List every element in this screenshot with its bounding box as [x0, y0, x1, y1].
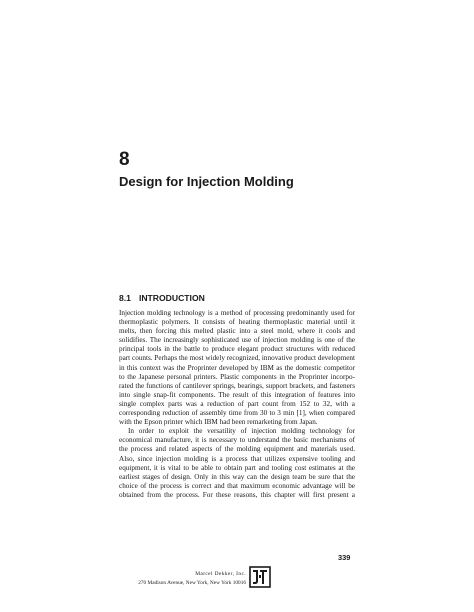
paragraph-2 [119, 427, 355, 500]
paragraph-1 [119, 309, 355, 427]
section-number: 8.1 [119, 293, 131, 303]
text-line: earliest stages of design. Only in this way can the design team be sure that the [119, 472, 355, 481]
text-line: part counts. Perhaps the most widely recognized, innovative product development [119, 354, 355, 363]
text-line: obtained from the process. For these reasons, this chapter will first present a [119, 490, 355, 499]
text-line: single complex parts was a reduction of part count from 152 to 32, with a [119, 399, 355, 408]
text-line: In order to exploit the versatility of injection molding technology for [128, 427, 355, 436]
text-line: equipment, it is vital to be able to obtain part and tooling cost estimates at the [119, 463, 355, 472]
chapter-number: 8 [119, 149, 130, 170]
text-line: solidifies. The increasingly sophisticated use of injection molding is one of the [119, 336, 355, 345]
section-title: INTRODUCTION [138, 293, 205, 303]
text-line: melts, then forcing this melted plastic into a steel mold, where it cools and [119, 327, 355, 336]
text-line: to the Japanese personal printers. Plastic components in the Proprinter incorpo- [119, 372, 355, 381]
section-heading [119, 293, 205, 303]
publisher-name: Marcel Dekker, Inc. [195, 571, 246, 577]
text-line: into single snap-fit components. The result of this integration of features into [119, 390, 355, 399]
text-line: principal tools in the battle to produce elegant product structures with reduced [119, 345, 355, 354]
text-line: with the Epson printer which IBM had been remarketing from Japan. [119, 418, 318, 427]
text-line: in this context was the Proprinter developed by IBM as the domestic competitor [119, 363, 355, 372]
publisher-logo-icon [249, 566, 271, 588]
page-number: 339 [338, 553, 351, 562]
publisher-address: 270 Madison Avenue, New York, New York 10016 [138, 580, 246, 586]
text-line: thermoplastic polymers. It consists of heating thermoplastic material until it [119, 318, 355, 327]
text-line: economical manufacture, it is necessary to understand the basic mechanisms of [119, 436, 355, 445]
body-text [119, 309, 355, 500]
text-line: the process and related aspects of the molding equipment and materials used. [119, 445, 355, 454]
chapter-title: Design for Injection Molding [119, 174, 294, 189]
text-line: rated the functions of cantilever springs, bearings, support brackets, and fasteners [119, 381, 355, 390]
text-line: Injection molding technology is a method of processing predominantly used for [119, 309, 355, 317]
text-line: corresponding reduction of assembly time from 30 to 3 min [1], when compared [119, 409, 355, 418]
text-line: choice of the process is correct and that maximum economic advantage will be [119, 481, 355, 490]
text-line: Also, since injection molding is a process that utilizes expensive tooling and [119, 454, 355, 463]
